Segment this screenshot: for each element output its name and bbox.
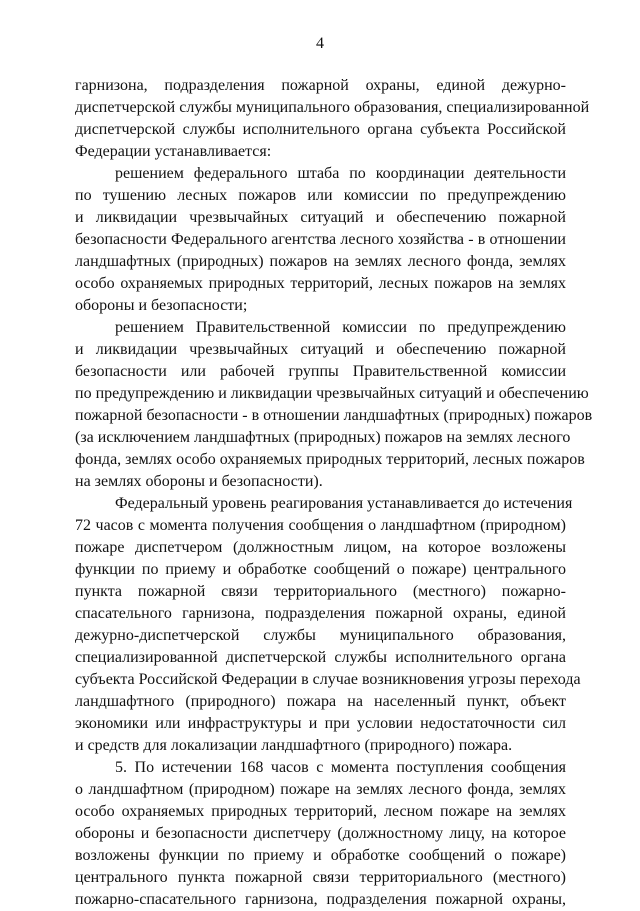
page-number: 4	[316, 35, 324, 52]
text-line: решением федерального штаба по координации деятельности	[115, 165, 566, 182]
text-line: безопасности Федерального агентства лесного хозяйства - в отношении	[75, 231, 566, 248]
paragraph	[75, 317, 593, 493]
text-line: диспетчерской службы исполнительного органа субъекта Российской	[75, 121, 566, 138]
text-line: спасательного гарнизона, подразделения пожарной охраны, единой	[75, 605, 566, 622]
text-line: Федеральный уровень реагирования устанавливается до истечения	[115, 495, 573, 512]
text-line: на землях обороны и безопасности).	[75, 473, 323, 490]
text-line: экономики или инфраструктуры и при условии недостаточности сил	[75, 715, 566, 732]
paragraph	[75, 493, 581, 757]
text-line: ландшафтных (природных) пожаров на землях лесного фонда, землях	[75, 253, 566, 270]
text-line: гарнизона, подразделения пожарной охраны, единой дежурно-	[75, 77, 566, 94]
text-line: специализированной диспетчерской службы исполнительного органа	[75, 649, 566, 666]
paragraph	[75, 757, 566, 911]
text-line: пожаре диспетчером (должностным лицом, на которое возложены	[75, 539, 566, 556]
text-line: пункта пожарной связи территориального (местного) пожарно-	[75, 583, 566, 600]
text-line: безопасности или рабочей группы Правительственной комиссии	[75, 363, 566, 380]
text-line: ландшафтного (природного) пожара на населенный пункт, объект	[75, 693, 566, 710]
text-line: 5. По истечении 168 часов с момента поступления сообщения	[115, 759, 566, 776]
text-line: Федерации устанавливается:	[75, 143, 272, 160]
text-line: пожарной безопасности - в отношении ландшафтных (природных) пожаров	[75, 407, 593, 424]
text-line: и средств для локализации ландшафтного (природного) пожара.	[75, 737, 513, 754]
text-line: по тушению лесных пожаров или комиссии по предупреждению	[75, 187, 566, 204]
text-line: диспетчерской службы муниципального образования, специализированной	[75, 99, 590, 116]
text-line: функции по приему и обработке сообщений о пожаре) центрального	[75, 561, 566, 578]
paragraph	[75, 163, 566, 317]
paragraph	[75, 75, 590, 163]
text-line: возложены функции по приему и обработке сообщений о пожаре)	[75, 847, 566, 864]
text-line: (за исключением ландшафтных (природных) пожаров на землях лесного	[75, 429, 571, 446]
text-line: субъекта Российской Федерации в случае возникновения угрозы перехода	[75, 671, 581, 688]
text-line: и ликвидации чрезвычайных ситуаций и обеспечению пожарной	[75, 209, 566, 226]
text-line: особо охраняемых природных территорий, лесном пожаре на землях	[75, 803, 566, 820]
text-line: пожарно-спасательного гарнизона, подразделения пожарной охраны,	[75, 891, 566, 908]
text-line: фонда, землях особо охраняемых природных территорий, лесных пожаров	[75, 451, 585, 468]
text-line: особо охраняемых природных территорий, лесных пожаров на землях	[75, 275, 566, 292]
document-body	[75, 75, 593, 911]
text-line: 72 часов с момента получения сообщения о ландшафтном (природном)	[75, 517, 566, 534]
text-line: обороны и безопасности диспетчеру (должностному лицу, на которое	[75, 825, 566, 842]
text-line: дежурно-диспетчерской службы муниципального образования,	[75, 627, 566, 644]
text-line: и ликвидации чрезвычайных ситуаций и обеспечению пожарной	[75, 341, 566, 358]
text-line: обороны и безопасности;	[75, 297, 248, 314]
text-line: решением Правительственной комиссии по предупреждению	[115, 319, 566, 336]
text-line: о ландшафтном (природном) пожаре на землях лесного фонда, землях	[75, 781, 566, 798]
text-line: центрального пункта пожарной связи территориального (местного)	[75, 869, 566, 886]
text-line: по предупреждению и ликвидации чрезвычайных ситуаций и обеспечению	[75, 385, 589, 402]
